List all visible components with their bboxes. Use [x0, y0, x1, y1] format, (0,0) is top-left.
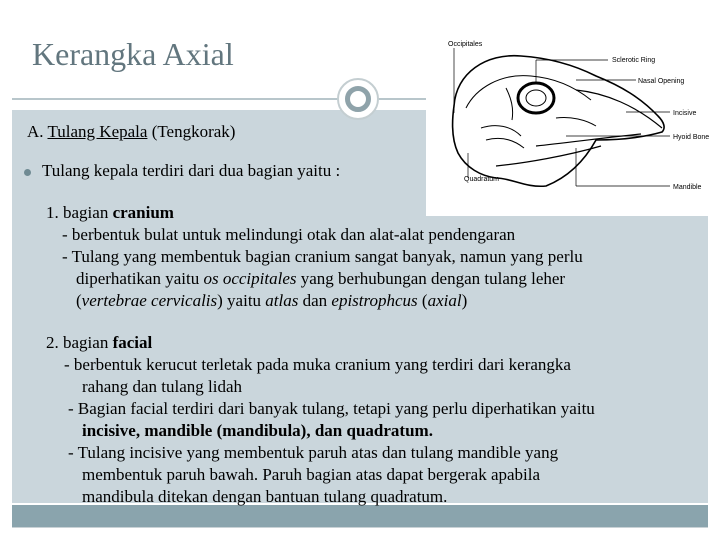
divider-circle-inner [345, 86, 371, 112]
facial-label-prefix: 2. bagian [46, 333, 113, 352]
facial-line-1: - berbentuk kerucut terletak pada muka cranium yang terdiri dari kerangka [64, 355, 571, 374]
heading-prefix: A. [27, 122, 48, 141]
facial-line-7: mandibula ditekan dengan bantuan tulang quadratum. [82, 487, 448, 506]
cranium-label-prefix: 1. bagian [46, 203, 113, 222]
facial-block [46, 332, 595, 508]
label-mandible: Mandible [673, 184, 702, 191]
sclerotic-ring-shape [518, 83, 554, 113]
heading-underlined: Tulang Kepala [47, 122, 148, 141]
cranium-line-4 [46, 290, 583, 312]
c4-d: atlas [265, 291, 299, 310]
c4-f: epistrophcus [331, 291, 418, 310]
bottom-bar [12, 505, 708, 527]
label-nasal-opening: Nasal Opening [638, 78, 685, 85]
c4-a: ( [76, 291, 82, 310]
facial-line-4: incisive, mandible (mandibula), dan quadratum. [82, 421, 433, 440]
label-quadratum: Quadratum [464, 176, 500, 183]
cranium-label-bold: cranium [112, 203, 174, 222]
slide-title: Kerangka Axial [32, 36, 234, 72]
skull-hatching [481, 88, 596, 148]
cranium-line-3-ital: os occipitales [203, 269, 297, 288]
bullet-text: Tulang kepala terdiri dari dua bagian yaitu : [42, 161, 341, 180]
cranium-line-3 [46, 268, 583, 290]
facial-line-3: - Bagian facial terdiri dari banyak tulang, tetapi yang perlu diperhatikan yaitu [68, 399, 595, 418]
label-occipitales: Occipitales [448, 41, 483, 48]
facial-line-2: rahang dan tulang lidah [82, 377, 243, 396]
c4-i: ) [461, 291, 468, 310]
cranium-block [46, 202, 583, 312]
cranium-line-2: - Tulang yang membentuk bagian cranium sangat banyak, namun yang perlu [62, 247, 583, 266]
bullet-icon [24, 169, 31, 176]
divider-circle-ornament [337, 78, 379, 120]
c4-b: vertebrae cervicalis [81, 291, 218, 310]
c4-e: dan [298, 291, 332, 310]
cranium-label [46, 202, 583, 224]
section-heading [27, 121, 235, 143]
cranium-line-3-post: yang berhubungan dengan tulang leher [296, 269, 566, 288]
facial-line-6: membentuk paruh bawah. Paruh bagian atas dapat bergerak apabila [82, 465, 541, 484]
skull-diagram [426, 28, 709, 216]
cranium-line-3-pre: diperhatikan yaitu [76, 269, 204, 288]
heading-suffix: (Tengkorak) [147, 122, 236, 141]
facial-line-5: - Tulang incisive yang membentuk paruh atas dan tulang mandible yang [68, 443, 559, 462]
sclerotic-ring-inner [526, 90, 546, 106]
cranium-line-1: - berbentuk bulat untuk melindungi otak dan alat-alat pendengaran [62, 225, 516, 244]
c4-c: ) yaitu [217, 291, 266, 310]
label-incisive: Incisive [673, 110, 697, 117]
c4-h: axial [427, 291, 462, 310]
facial-label [46, 332, 595, 354]
c4-g: ( [417, 291, 428, 310]
skull-diagram-svg [426, 28, 709, 216]
facial-label-bold: facial [112, 333, 153, 352]
label-sclerotic-ring: Sclerotic Ring [612, 57, 656, 64]
skull-outline [453, 56, 665, 187]
label-hyoid-bone: Hyoid Bone [673, 134, 709, 141]
